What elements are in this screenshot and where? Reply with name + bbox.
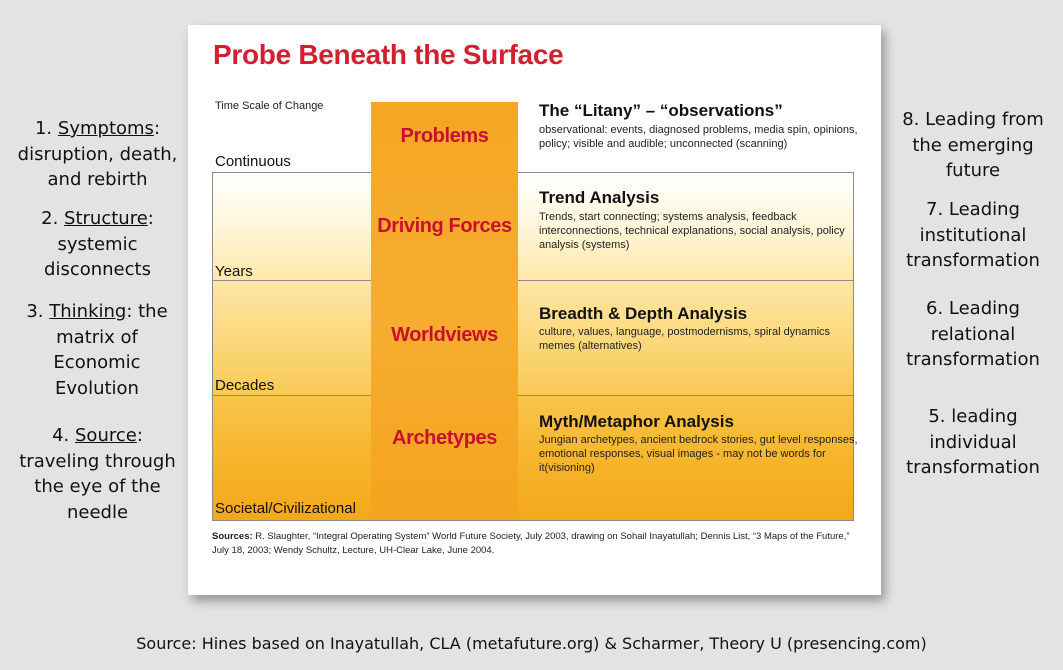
left-item-term: Symptoms — [57, 118, 154, 139]
left-item-term: Structure — [64, 208, 148, 229]
left-item-rest: : traveling through the eye of the needle — [19, 425, 176, 523]
level-driving-forces: Driving Forces — [377, 215, 512, 237]
left-item-structure — [25, 206, 170, 283]
level-desc-breadth: culture, values, language, postmodernisms, spiral dynamics memes (alternatives) — [539, 326, 831, 352]
level-title-trend: Trend Analysis — [539, 188, 660, 207]
left-item-num: 1. — [34, 118, 53, 139]
time-scale-years: Years — [215, 263, 253, 280]
card-sources — [212, 530, 852, 558]
footer-source: Source: Hines based on Inayatullah, CLA (metafuture.org) & Scharmer, Theory U (presencing.com) — [136, 634, 927, 653]
left-item-rest: : disruption, death, and rebirth — [17, 118, 178, 190]
level-archetypes: Archetypes — [392, 427, 497, 449]
level-title-myth: Myth/Metaphor Analysis — [539, 412, 734, 431]
left-item-symptoms — [10, 116, 185, 193]
left-item-thinking — [22, 299, 172, 401]
level-title-breadth: Breadth & Depth Analysis — [539, 304, 748, 323]
level-worldviews: Worldviews — [391, 324, 498, 346]
level-desc-litany: observational: events, diagnosed problems, media spin, opinions, policy; visible and audible; unconnected (scanning) — [539, 124, 858, 150]
time-scale-decades: Decades — [215, 377, 275, 394]
left-item-num: 3. — [26, 301, 44, 322]
right-item-7: 7. Leading institutional transformation — [906, 199, 1040, 271]
levels-column — [371, 102, 518, 520]
level-desc-trend: Trends, start connecting; systems analysis, feedback interconnections, technical explanations, social analysis, policy analysis (systems) — [539, 211, 845, 251]
left-item-source — [15, 423, 180, 525]
left-item-term: Source — [75, 425, 137, 446]
level-desc-myth: Jungian archetypes, ancient bedrock stories, gut level responses, emotional responses, visual images - may not be words for it(visioning) — [539, 434, 858, 474]
card-title: Probe Beneath the Surface — [213, 39, 564, 70]
cla-diagram-card — [188, 25, 881, 595]
left-item-num: 2. — [41, 208, 59, 229]
left-item-num: 4. — [52, 425, 70, 446]
left-item-rest: : systemic disconnects — [44, 208, 154, 280]
time-scale-continuous: Continuous — [215, 153, 291, 170]
right-item-8: 8. Leading from the emerging future — [902, 109, 1044, 181]
time-scale-societal: Societal/Civilizational — [215, 500, 356, 517]
time-scale-label: Time Scale of Change — [215, 100, 324, 112]
level-title-litany: The “Litany” – “observations” — [539, 101, 783, 120]
sources-label: Sources: — [212, 531, 253, 542]
sources-text: R. Slaughter, “Integral Operating System” World Future Society, July 2003, drawing on Sohail Inayatullah; Dennis List, “3 Maps of the Future,” July 18, 2003; Wendy Schultz, Lecture, UH-Clear Lake, June 2004. — [212, 531, 850, 556]
left-item-term: Thinking — [49, 301, 127, 322]
left-item-rest: : the matrix of Economic Evolution — [53, 301, 168, 399]
right-item-6: 6. Leading relational transformation — [906, 298, 1040, 370]
level-problems: Problems — [400, 125, 489, 147]
right-item-5: 5. leading individual transformation — [906, 406, 1040, 478]
